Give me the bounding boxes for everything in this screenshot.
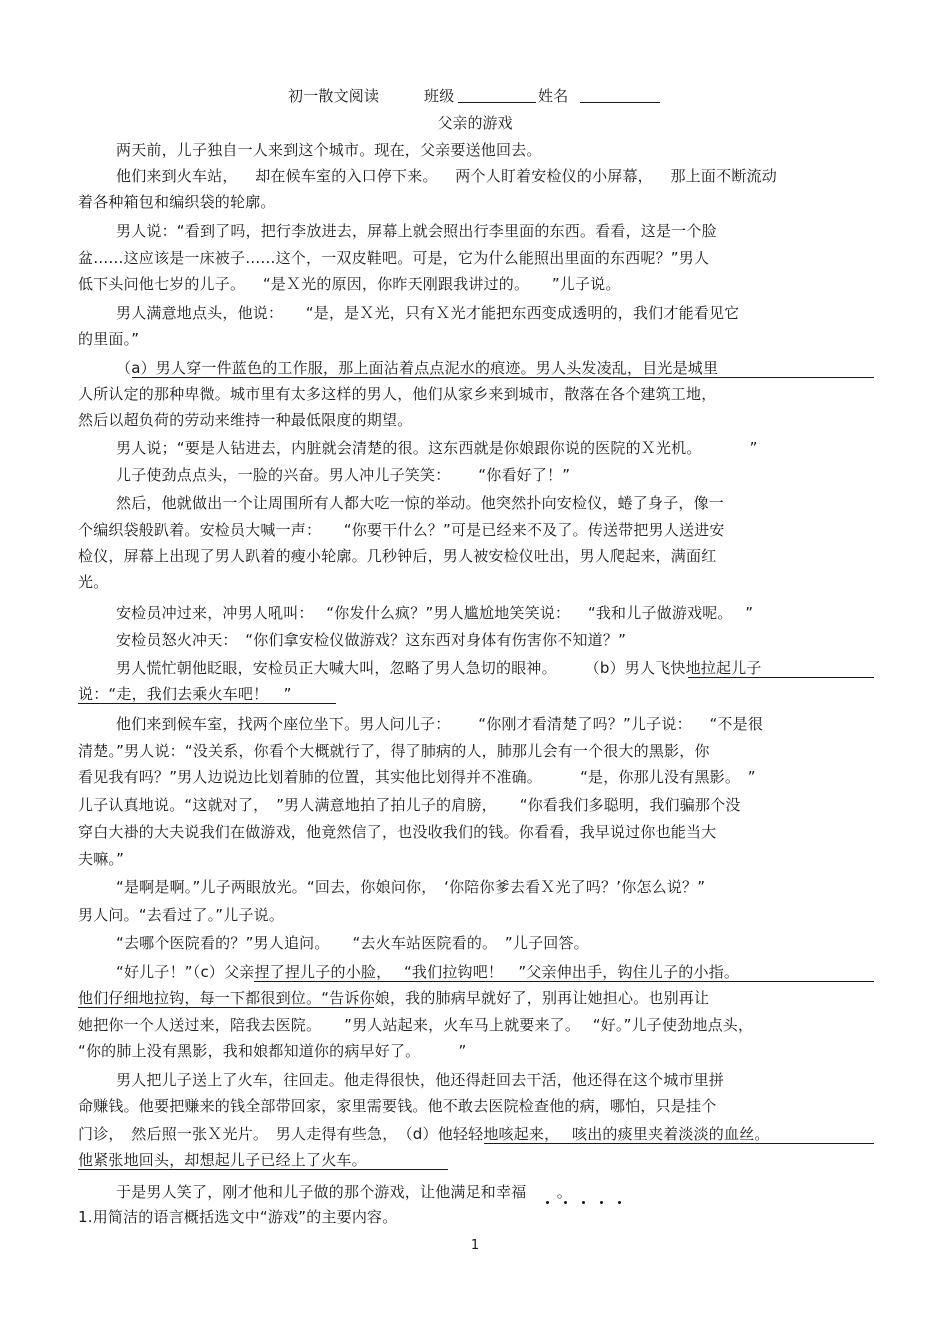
text-line: 两天前，儿子独自一人来到这个城市。现在，父亲要送他回去。: [116, 141, 542, 159]
text-line: 男人满意地点头，他说： “是，是Ｘ光，只有Ｘ光才能把东西变成透明的，我们才能看见它: [116, 304, 740, 322]
text-line: “去哪个医院看的？”男人追问。 “去火车站医院看的。 ”儿子回答。: [116, 934, 589, 952]
text-line: 清楚。”男人说：“没关系，你看个大概就行了，得了肺病的人，肺那儿会有一个很大的黑影，你: [78, 742, 710, 760]
text-line: 穿白大褂的大夫说我们在做游戏，他竟然信了，也没收我们的钱。你看看，我早说过你也能当大: [78, 823, 717, 841]
name-label: 姓名: [538, 87, 569, 105]
text-line: 然后以超负荷的劳动来维持一种最低限度的期望。: [78, 411, 413, 429]
page-number: 1: [470, 1238, 480, 1253]
class-blank: [458, 102, 536, 103]
name-blank: [580, 102, 660, 103]
text-line: 个编织袋般趴着。安检员大喊一声： “你要干什么？”可是已经来不及了。传送带把男人送进安: [78, 521, 725, 539]
text-line: 男人说；“要是人钻进去，内脏就会清楚的很。这东西就是你娘跟你说的医院的Ｘ光机。 ”: [116, 439, 758, 457]
underline-c-end: [78, 1007, 374, 1008]
text-line: 着各种箱包和编织袋的轮廓。: [78, 193, 276, 211]
question-1: 1.用简洁的语言概括选文中“游戏”的主要内容。: [78, 1208, 398, 1226]
text-line: 命赚钱。他要把赚来的钱全部带回家，家里需要钱。他不敢去医院检查他的病，哪怕，只是挂个: [78, 1097, 717, 1115]
text-line: 儿子使劲点点头，一脸的兴奋。男人冲儿子笑笑： “你看好了！”: [116, 466, 571, 484]
text-line: 安检员冲过来，冲男人吼叫： “你发什么疯？”男人尴尬地笑笑说： “我和儿子做游戏呢。 ”: [116, 604, 754, 622]
text-line: 他们仔细地拉钩，每一下都很到位。“告诉你娘，我的肺病早就好了，别再让她担心。也别再让: [78, 989, 710, 1007]
text-line: 看见我有吗？”男人边说边比划着肺的位置，其实他比划得并不准确。 “是，你那儿没有黑影。 ”: [78, 768, 756, 786]
text-line: 男人问。“去看过了。”儿子说。: [78, 906, 285, 924]
text-line: 光。: [78, 573, 109, 591]
underlined-passage-c: “好儿子！”（c）父亲捏了捏儿子的小脸， “我们拉钩吧！ ”父亲伸出手，钩住儿子的小指。: [116, 963, 740, 981]
emphasis-dot: [564, 1201, 567, 1204]
text-line: 男人把儿子送上了火车，往回走。他走得很快，他还得赶回去干活，他还得在这个城市里拼: [116, 1071, 725, 1089]
course-title: 初一散文阅读: [288, 87, 380, 105]
underline-a: [132, 377, 874, 378]
underlined-passage-d: 门诊， 然后照一张Ｘ光片。 男人走得有些急， （d）他轻轻地咳起来， 咳出的痰里夹着淡淡的血丝。: [78, 1125, 770, 1143]
text-line: 夫嘛。”: [78, 850, 125, 868]
underline-d-end: [78, 1169, 448, 1170]
emphasis-dot: [582, 1201, 585, 1204]
text-line: 说：“走，我们去乘火车吧！ ”: [78, 685, 292, 703]
text-line: 然后，他就做出一个让周围所有人都大吃一惊的举动。他突然扑向安检仪，蜷了身子，像一: [116, 494, 725, 512]
text-line: “是啊是啊。”儿子两眼放光。“回去，你娘问你， ‘你陪你爹去看Ｘ光了吗？’你怎么说？”: [116, 878, 706, 896]
text-line: 他们来到候车室，找两个座位坐下。男人问儿子： “你刚才看清楚了吗？”儿子说： “不是很: [116, 715, 764, 733]
underlined-passage-a: （a）男人穿一件蓝色的工作服，那上面沾着点点泥水的痕迹。男人头发凌乱，目光是城里: [116, 359, 719, 377]
underline-b: [688, 677, 874, 678]
text-line: “你的肺上没有黑影，我和娘都知道你的病早好了。 ”: [78, 1042, 467, 1060]
emphasis-dot: [618, 1201, 621, 1204]
underline-c: [254, 981, 874, 982]
text-line: 盆……这应该是一床被子……这个，一双皮鞋吧。可是，它为什么能照出里面的东西呢？”男人: [78, 249, 710, 267]
emphasis-dot: [600, 1201, 603, 1204]
class-label: 班级: [424, 87, 455, 105]
essay-title: 父亲的游戏: [437, 114, 513, 132]
text-line: 男人说：“看到了吗，把行李放进去，屏幕上就会照出行李里面的东西。看看，这是一个脸: [116, 222, 717, 240]
underlined-passage-b: 男人慌忙朝他眨眼，安检员正大喊大叫，忽略了男人急切的眼神。 （b）男人飞快地拉起儿子: [116, 659, 762, 677]
text-line: 于是男人笑了，刚才他和儿子做的那个游戏，让他满足和幸福 。: [116, 1183, 573, 1201]
text-line: 检仪，屏幕上出现了男人趴着的瘦小轮廓。几秒钟后，男人被安检仪吐出，男人爬起来，满面红: [78, 547, 717, 565]
underline-d: [484, 1143, 874, 1144]
text-line: 的里面。”: [78, 330, 140, 348]
text-line: 他们来到火车站， 却在候车室的入口停下来。 两个人盯着安检仪的小屏幕， 那上面不断流动: [116, 167, 777, 185]
text-line: 儿子认真地说。“这就对了， ”男人满意地拍了拍儿子的肩膀， “你看我们多聪明，我们骗那个没: [78, 796, 741, 814]
text-line: 安检员怒火冲天： “你们拿安检仪做游戏？这东西对身体有伤害你不知道？”: [116, 631, 627, 649]
underline-b-end: [78, 703, 336, 704]
text-line: 她把你一个人送过来，陪我去医院。 ”男人站起来，火车马上就要来了。 “好。”儿子使劲地点头，: [78, 1016, 754, 1034]
text-line: 他紧张地回头，却想起儿子已经上了火车。: [78, 1151, 367, 1169]
text-line: 人所认定的那种卑微。城市里有太多这样的男人，他们从家乡来到城市，散落在各个建筑工地，: [78, 385, 717, 403]
emphasis-dot: [546, 1201, 549, 1204]
text-line: 低下头问他七岁的儿子。 “是Ｘ光的原因，你昨天刚跟我讲过的。 ”儿子说。: [78, 275, 621, 293]
